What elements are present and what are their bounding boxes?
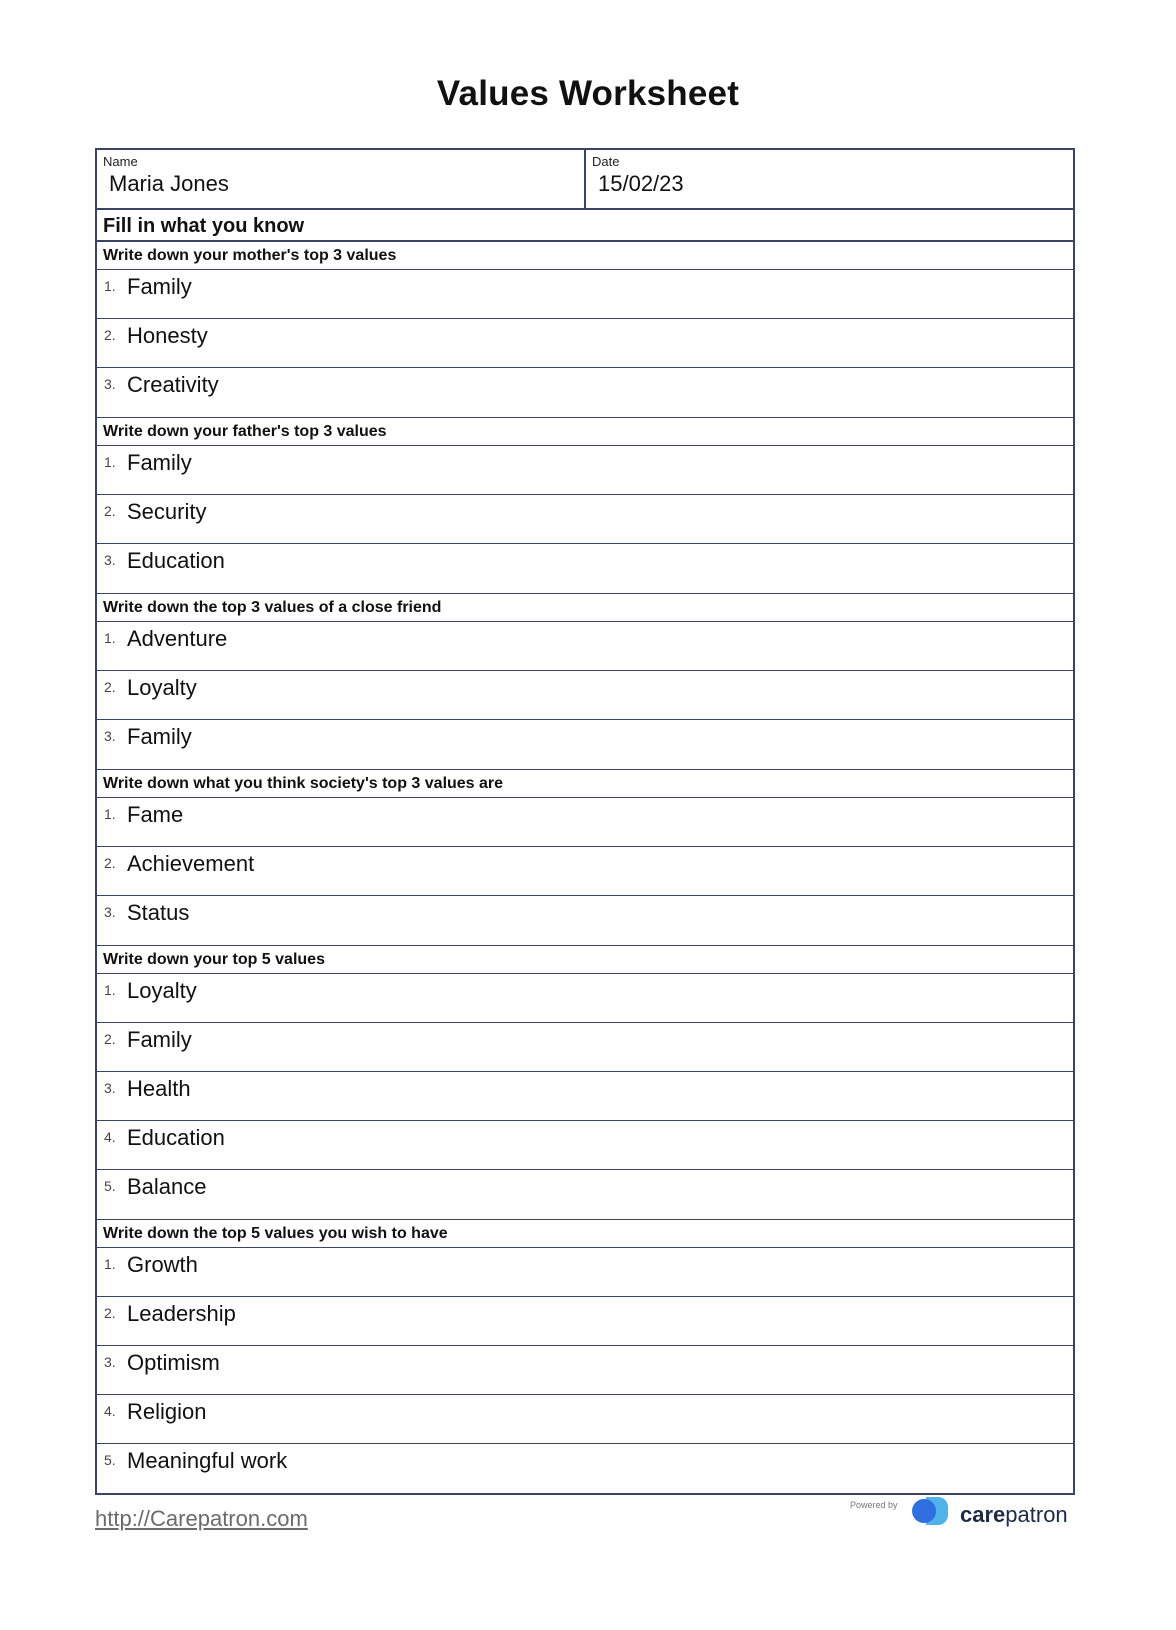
item-value: Family xyxy=(127,450,192,475)
values-section xyxy=(97,417,1073,593)
brand-rest: patron xyxy=(1005,1502,1068,1527)
name-label: Name xyxy=(103,154,138,169)
value-row[interactable] xyxy=(97,720,1073,769)
item-value: Creativity xyxy=(127,372,219,397)
value-row[interactable] xyxy=(97,622,1073,671)
item-number: 1. xyxy=(104,982,116,998)
item-number: 2. xyxy=(104,503,116,519)
item-number: 4. xyxy=(104,1403,116,1419)
value-row[interactable] xyxy=(97,495,1073,544)
item-value: Leadership xyxy=(127,1301,236,1326)
values-section xyxy=(97,593,1073,769)
value-row[interactable] xyxy=(97,1444,1073,1493)
values-section xyxy=(97,1219,1073,1493)
value-row[interactable] xyxy=(97,847,1073,896)
item-value: Meaningful work xyxy=(127,1448,288,1473)
brand-bold: care xyxy=(960,1502,1006,1527)
item-value: Health xyxy=(127,1076,191,1101)
item-number: 2. xyxy=(104,1305,116,1321)
section-heading: Write down the top 3 values of a close friend xyxy=(97,594,1073,622)
section-heading: Write down the top 5 values you wish to have xyxy=(97,1220,1073,1248)
sections-container xyxy=(97,242,1073,1493)
value-row[interactable] xyxy=(97,1395,1073,1444)
item-value: Education xyxy=(127,1125,225,1150)
header-row xyxy=(97,150,1073,210)
item-number: 1. xyxy=(104,454,116,470)
section-heading: Write down your father's top 3 values xyxy=(97,418,1073,446)
item-number: 3. xyxy=(104,376,116,392)
item-value: Family xyxy=(127,724,192,749)
item-value: Loyalty xyxy=(127,675,197,700)
value-row[interactable] xyxy=(97,544,1073,593)
value-row[interactable] xyxy=(97,319,1073,368)
item-number: 1. xyxy=(104,630,116,646)
item-number: 1. xyxy=(104,806,116,822)
values-section xyxy=(97,945,1073,1219)
item-value: Education xyxy=(127,548,225,573)
powered-by-text: Powered by xyxy=(850,1500,898,1510)
fill-heading: Fill in what you know xyxy=(97,210,1073,242)
value-row[interactable] xyxy=(97,1170,1073,1219)
value-row[interactable] xyxy=(97,671,1073,720)
value-row[interactable] xyxy=(97,270,1073,319)
value-row[interactable] xyxy=(97,1346,1073,1395)
item-number: 1. xyxy=(104,1256,116,1272)
carepatron-logo-icon xyxy=(912,1495,948,1527)
item-number: 3. xyxy=(104,1354,116,1370)
item-value: Fame xyxy=(127,802,184,827)
item-value: Growth xyxy=(127,1252,198,1277)
item-value: Family xyxy=(127,1027,192,1052)
item-number: 5. xyxy=(104,1452,116,1468)
item-number: 3. xyxy=(104,728,116,744)
item-value: Family xyxy=(127,274,192,299)
section-heading: Write down your mother's top 3 values xyxy=(97,242,1073,270)
item-number: 2. xyxy=(104,1031,116,1047)
date-label: Date xyxy=(592,154,620,169)
value-row[interactable] xyxy=(97,974,1073,1023)
page-title: Values Worksheet xyxy=(436,74,740,113)
item-value: Adventure xyxy=(127,626,228,651)
value-row[interactable] xyxy=(97,446,1073,495)
value-row[interactable] xyxy=(97,1121,1073,1170)
item-value: Security xyxy=(127,499,207,524)
value-row[interactable] xyxy=(97,798,1073,847)
item-number: 4. xyxy=(104,1129,116,1145)
value-row[interactable] xyxy=(97,1297,1073,1346)
item-value: Optimism xyxy=(127,1350,220,1375)
item-number: 2. xyxy=(104,327,116,343)
section-heading: Write down what you think society's top 3 values are xyxy=(97,770,1073,798)
brand-name xyxy=(960,1502,1068,1528)
item-number: 3. xyxy=(104,552,116,568)
values-section xyxy=(97,769,1073,945)
item-number: 3. xyxy=(104,1080,116,1096)
name-value: Maria Jones xyxy=(109,171,229,196)
item-number: 2. xyxy=(104,855,116,871)
item-value: Balance xyxy=(127,1174,207,1199)
footer-link[interactable]: http://Carepatron.com xyxy=(95,1506,308,1531)
value-row[interactable] xyxy=(97,368,1073,417)
item-number: 1. xyxy=(104,278,116,294)
value-row[interactable] xyxy=(97,1248,1073,1297)
section-heading: Write down your top 5 values xyxy=(97,946,1073,974)
values-section xyxy=(97,242,1073,417)
item-number: 3. xyxy=(104,904,116,920)
item-value: Honesty xyxy=(127,323,208,348)
date-value: 15/02/23 xyxy=(598,171,684,196)
item-value: Loyalty xyxy=(127,978,197,1003)
value-row[interactable] xyxy=(97,896,1073,945)
value-row[interactable] xyxy=(97,1023,1073,1072)
value-row[interactable] xyxy=(97,1072,1073,1121)
date-cell[interactable] xyxy=(584,150,1073,208)
item-value: Religion xyxy=(127,1399,207,1424)
item-number: 5. xyxy=(104,1178,116,1194)
item-number: 2. xyxy=(104,679,116,695)
name-cell[interactable] xyxy=(97,150,584,208)
item-value: Status xyxy=(127,900,190,925)
worksheet-table xyxy=(95,148,1075,1495)
item-value: Achievement xyxy=(127,851,255,876)
